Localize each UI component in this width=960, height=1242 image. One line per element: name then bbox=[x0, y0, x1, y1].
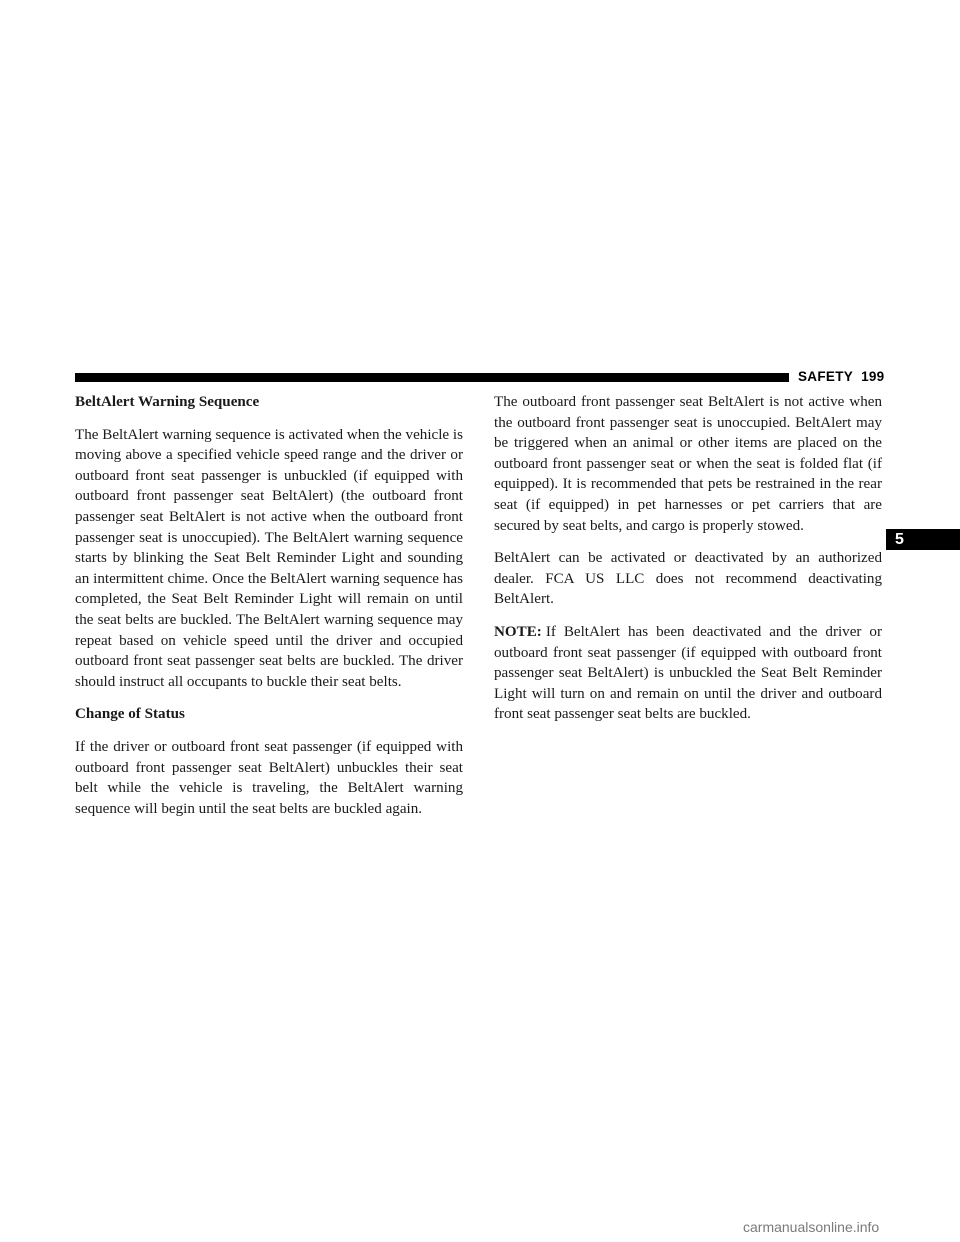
paragraph-passenger-seat: The outboard front passenger seat BeltAlert is not active when the outboard front passenger seat is unoccupied. BeltAlert may be triggered when an animal or other items are placed on the outboard front passenger seat or when the seat is folded flat (if equipped). It is recommended that pets be restrained in the rear seat (if equipped) in pet harnesses or pet carriers that are secured by seat belts, and cargo is properly stowed. bbox=[494, 394, 882, 534]
heading-beltalert-warning-sequence: BeltAlert Warning Sequence bbox=[75, 394, 260, 410]
header-rule bbox=[75, 373, 789, 382]
running-header bbox=[798, 369, 885, 384]
paragraph-warning-sequence: The BeltAlert warning sequence is activated when the vehicle is moving above a specified vehicle speed range and the driver or outboard front seat passenger is unbuckled (if equipped with outboard front passenger seat BeltAlert) (the outboard front passenger seat BeltAlert is not active when the outboard front passenger seat is unoccupied). The BeltAlert warning sequence starts by blinking the Seat Belt Reminder Light and sounding an intermittent chime. Once the BeltAlert warning sequence has completed, the Seat Belt Reminder Light will remain on until the seat belts are buckled. The BeltAlert warning sequence may repeat based on vehicle speed until the driver and occupied outboard front seat passenger seat belts are buckled. The driver should instruct all occupants to buckle their seat belts. bbox=[75, 426, 463, 690]
left-column bbox=[75, 392, 463, 831]
note-label: NOTE: bbox=[494, 623, 542, 640]
note-paragraph bbox=[494, 622, 882, 725]
section-title: SAFETY bbox=[798, 369, 854, 384]
paragraph-activation: BeltAlert can be activated or deactivated by an authorized dealer. FCA US LLC does not recommend deactivating BeltAlert. bbox=[494, 550, 882, 608]
paragraph-change-of-status: If the driver or outboard front seat passenger (if equipped with outboard front passenger seat BeltAlert) unbuckles their seat belt while the vehicle is traveling, the BeltAlert warning sequence will begin until the seat belts are buckled again. bbox=[75, 738, 463, 817]
page-number: 199 bbox=[861, 369, 885, 384]
watermark-link[interactable]: carmanualsonline.info bbox=[743, 1219, 880, 1235]
heading-change-of-status: Change of Status bbox=[75, 706, 185, 723]
chapter-tab: 5 bbox=[886, 529, 960, 550]
note-text: If BeltAlert has been deactivated and the driver or outboard front seat passenger (if equipped with outboard front passenger seat BeltAlert) is unbuckled the Seat Belt Reminder Light will turn on and remain on until the driver and outboard front seat passenger seat belts are buckled. bbox=[494, 623, 882, 723]
right-column bbox=[494, 392, 882, 737]
